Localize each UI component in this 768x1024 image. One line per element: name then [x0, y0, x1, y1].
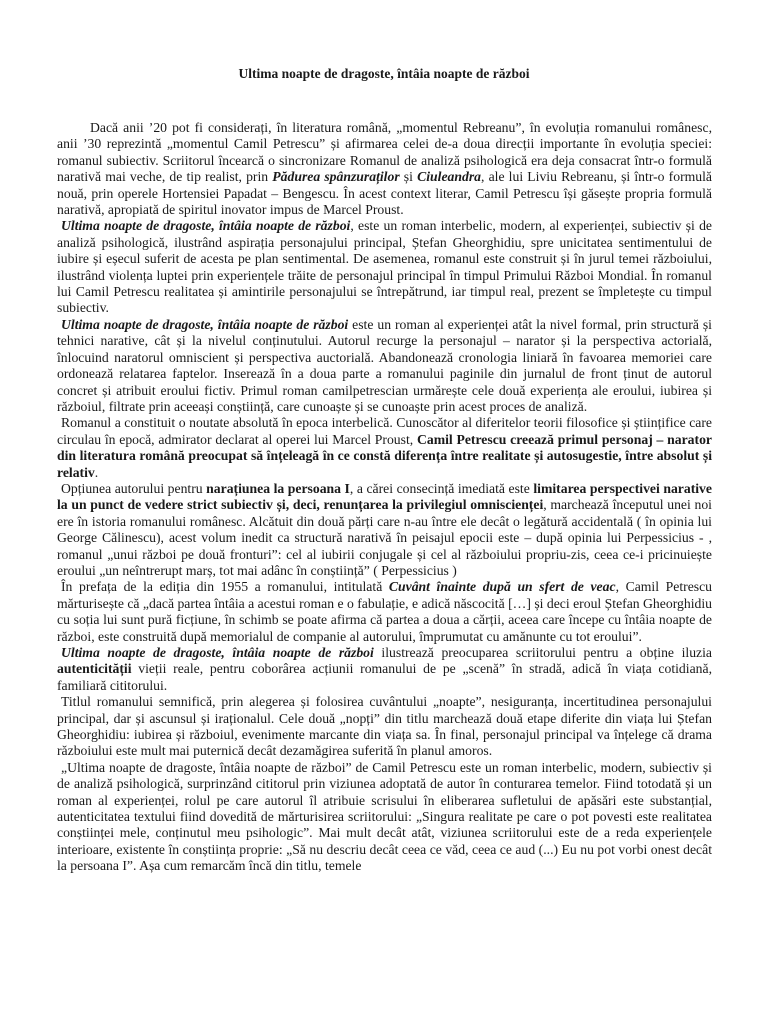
- text-run: , este un roman interbelic, modern, al experienței, subiectiv și de analiză psihologică, ilustrând aspirația personajului principal, Ștefan Gheorghidiu, spre unicitatea sentimentului de iubire și eșecul suferit de acesta pe plan sentimental. De asemenea, romanul este construit și în jurul temei războiului, ilustrând violența luptei prin experiențele trăite de personajul principal în timpul Primului Război Mondial. În romanul lui Camil Petrescu realitatea și amintirile personajului se întrepătrund, iar timpul real, prezent se împletește cu timpul subiectiv.: [57, 218, 712, 316]
- bold-statement: narațiunea la persoana I: [206, 480, 350, 496]
- text-run: Dacă anii ’20 pot fi considerați, în literatura română, „momentul Rebreanu”, în evoluția romanului românesc, anii ’30 reprezintă „momentul Camil Petrescu” și afirmarea celei de-a doua direcții importante în evoluția speciei: romanul subiectiv. Scriitorul încearcă o sincronizare Romanul de analiză psihologică era deja consacrat într-o formulă narativă mai veche, de tip realist, prin: [57, 120, 712, 185]
- emphasis-title: Ultima noapte de dragoste, întâia noapte de război: [61, 316, 349, 332]
- paragraph-2: [57, 218, 712, 316]
- emphasis-title: Cuvânt înainte după un sfert de veac: [388, 579, 616, 595]
- paragraph-9: „Ultima noapte de dragoste, întâia noapte de război” de Camil Petrescu este un roman interbelic, modern, subiectiv și de analiză psihologică, surprinzând cititorul prin viziunea adoptată de autor în conturarea temelor. Fiind totodată și un roman al experienței, rolul pe care autorul îl atribuie scrisului în eliberarea sufletului de apăsări este substanțial, autenticitatea textului fiind dovedită de mărturisirea scriitorului: „Singura realitate pe care o pot povesti este realitatea conștiinței mele, conținutul meu psihologic”. Mai mult decât atât, viziunea scriitorului este de a reda experiențele interioare, existente în conștiința proprie: „Să nu descriu decât ceea ce văd, ceea ce aud (...) Eu nu pot vorbi onest decât la persoana I”. Așa cum remarcăm încă din titlu, temele: [57, 759, 712, 874]
- text-run: , ale lui Liviu Rebreanu, și într-o formulă nouă, prin operele Hortensiei Papadat – Bengescu. În acest context literar, Camil Petrescu își găsește propria formulă narativă, apropiată de spiritul inovator impus de Marcel Proust.: [57, 169, 712, 218]
- text-run: este un roman al experienței atât la nivel formal, prin structură și tehnici narative, cât și la nivelul conținutului. Autorul recurge la personajul – narator și la perspectiva actorială, înlocuind naratorul omniscient și perspectiva auctorială. Abandonează cronologia liniară în favoarea memoriei care ordonează relatarea faptelor. Inserează în a doua parte a romanului paginile din jurnalul de front ținut de autorul concret și atribuit eroului fictiv. Primul roman camilpetrescian urmărește cele două experiența ale eroului, iubirea și războiul, filtrate prin aceeași conștiință, care cunoaște și se cunoaște prin acest proces de analiză.: [57, 316, 712, 414]
- text-run: ilustrează preocuparea scriitorului pentru a obține iluzia: [373, 645, 712, 660]
- text-run: , Camil Petrescu mărturisește că „dacă partea întâia a acestui roman e o fabulație, e adică născocită […] și deci eroul Ștefan Gheorghidiu cu soția lui sunt pură ficțiune, în schimb se poate afirma că partea a doua a cărții, aceea care începe cu întâia noapte de război, este construită după memorialul de companie al autorului, împrumutat cu amănunte cu tot eroului”.: [57, 579, 713, 644]
- document-body: [57, 120, 712, 875]
- text-run: Romanul a constituit o noutate absolută în epoca interbelică. Cunoscător al diferitelor teorii filosofice și științifice care circulau în epocă, admirator declarat al operei lui Marcel Proust,: [57, 415, 712, 447]
- text-run: , marchează începutul unei noi ere în istoria romanului românesc. Alcătuit din două părți care n-au între ele decât o legătură accidentală ( în opinia lui George Călinescu), acest volum inedit ca structură narativă în peisajul epocii este – după opinia lui Perpessicius - , romanul „unui război pe două fronturi”: cel al iubirii conjugale și cel al războiului propriu-zis, ceea ce-i pricinuiește eroului „un neîntrerupt marș, tot mai adânc în conștiință” ( Perpessicius ): [57, 497, 712, 578]
- emphasis-title: Pădurea spânzuraților: [272, 169, 400, 185]
- bold-statement: autenticității: [57, 661, 132, 677]
- paragraph-8: Titlul romanului semnifică, prin alegerea și folosirea cuvântului „noapte”, nesiguranța, incertitudinea personajului principal, dar și ascunsul și iraționalul. Cele două „nopți” din titlu marchează două etape diferite din viața lui Ștefan Gheorghidiu: iubirea și războiul, evenimente marcante din viața sa. În final, personajul principal va înțelege că drama războiului este mult mai puternică decât dezamăgirea suferită în planul amoros.: [57, 694, 712, 759]
- paragraph-1: [57, 120, 712, 218]
- bold-statement: limitarea perspectivei narative la un punct de vedere strict subiectiv și, deci, renunțarea la privilegiul omniscienței: [57, 480, 712, 513]
- text-run: vieții reale, pentru coborârea acțiunii romanului de pe „scenă” în stradă, adică în viața cotidiană, familiară cititorului.: [57, 661, 712, 693]
- text-run: , a cărei consecință imediată este: [349, 480, 534, 496]
- emphasis-title: Ultima noapte de dragoste, întâia noapte de război: [61, 645, 374, 660]
- paragraph-3: [57, 317, 712, 415]
- text-run: Opțiunea autorului pentru: [61, 480, 207, 496]
- paragraph-4: [57, 415, 712, 481]
- paragraph-7: [57, 645, 712, 694]
- paragraph-6: [57, 579, 712, 645]
- paragraph-5: [57, 481, 712, 579]
- text-run: și: [399, 169, 418, 185]
- text-run: În prefața de la ediția din 1955 a romanului, intitulată: [61, 579, 389, 595]
- emphasis-title: Ultima noapte de dragoste, întâia noapte de război: [61, 218, 351, 234]
- text-run: .: [94, 464, 99, 480]
- emphasis-title: Ciuleandra: [417, 169, 481, 185]
- document-title: Ultima noapte de dragoste, întâia noapte de război: [238, 66, 530, 81]
- bold-statement: Camil Petrescu creează primul personaj – narator din literatura română preocupat să înțeleagă în ce constă diferența între realitate și autosugestie, între absolut și relativ: [57, 431, 712, 480]
